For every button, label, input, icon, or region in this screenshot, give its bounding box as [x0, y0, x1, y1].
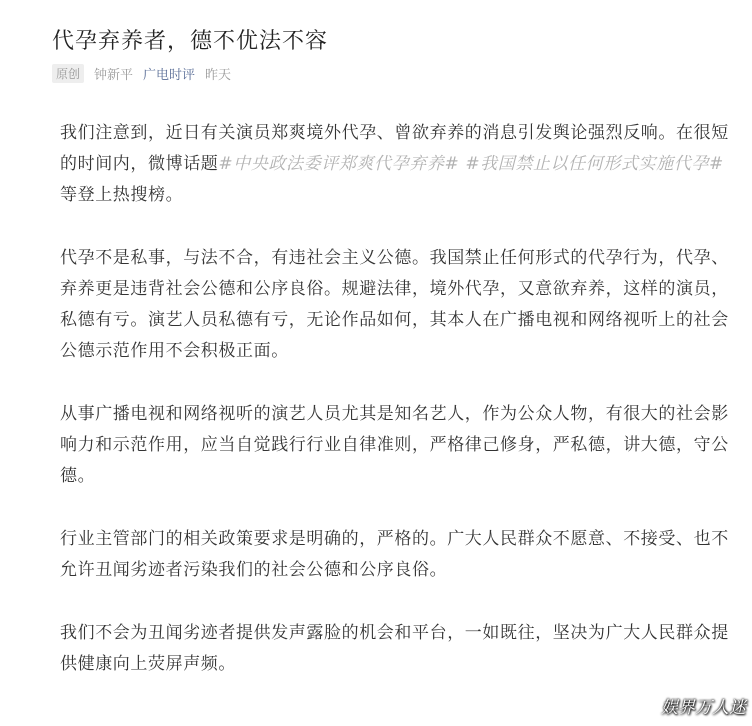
account-link[interactable]: 广电时评 [143, 68, 196, 83]
paragraph-3: 从事广播电视和网络视听的演艺人员尤其是知名艺人，作为公众人物，有很大的社会影响力和示范作用，应当自觉践行行业自律准则，严格律己修身，严私德，讲大德，守公德。 [60, 404, 729, 486]
article-meta [52, 64, 231, 83]
article-body [60, 118, 730, 712]
paragraph-1-tail: 等登上热搜榜。 [60, 185, 184, 205]
paragraph-2: 代孕不是私事，与法不合，有违社会主义公德。我国禁止任何形式的代孕行为，代孕、弃养更是违背社会公德和公序良俗。规避法律，境外代孕，又意欲弃养，这样的演员，私德有亏。演艺人员私德有亏，无论作品如何，其本人在广播电视和网络视听上的社会公德示范作用不会积极正面。 [60, 248, 729, 361]
publish-time: 昨天 [205, 68, 232, 83]
author-name: 钟新平 [94, 68, 134, 83]
article-title: 代孕弃养者，德不优法不容 [52, 29, 329, 54]
watermark: 娱界万人迷 [661, 698, 746, 718]
original-badge: 原创 [52, 64, 84, 83]
hashtag-link[interactable]: #我国禁止以任何形式实施代孕# [465, 154, 724, 174]
paragraph-5: 我们不会为丑闻劣迹者提供发声露脸的机会和平台，一如既往，坚决为广大人民群众提供健康向上荧屏声频。 [60, 623, 729, 674]
paragraph-1-text: 我们注意到，近日有关演员郑爽境外代孕、曾欲弃养的消息引发舆论强烈反响。在很短的时间内，微博话题 [60, 123, 729, 174]
paragraph-4: 行业主管部门的相关政策要求是明确的，严格的。广大人民群众不愿意、不接受、也不允许丑闻劣迹者污染我们的社会公德和公序良俗。 [60, 529, 729, 580]
hashtag-link[interactable]: #中央政法委评郑爽代孕弃养# [218, 154, 460, 174]
paragraph-1 [60, 118, 730, 211]
